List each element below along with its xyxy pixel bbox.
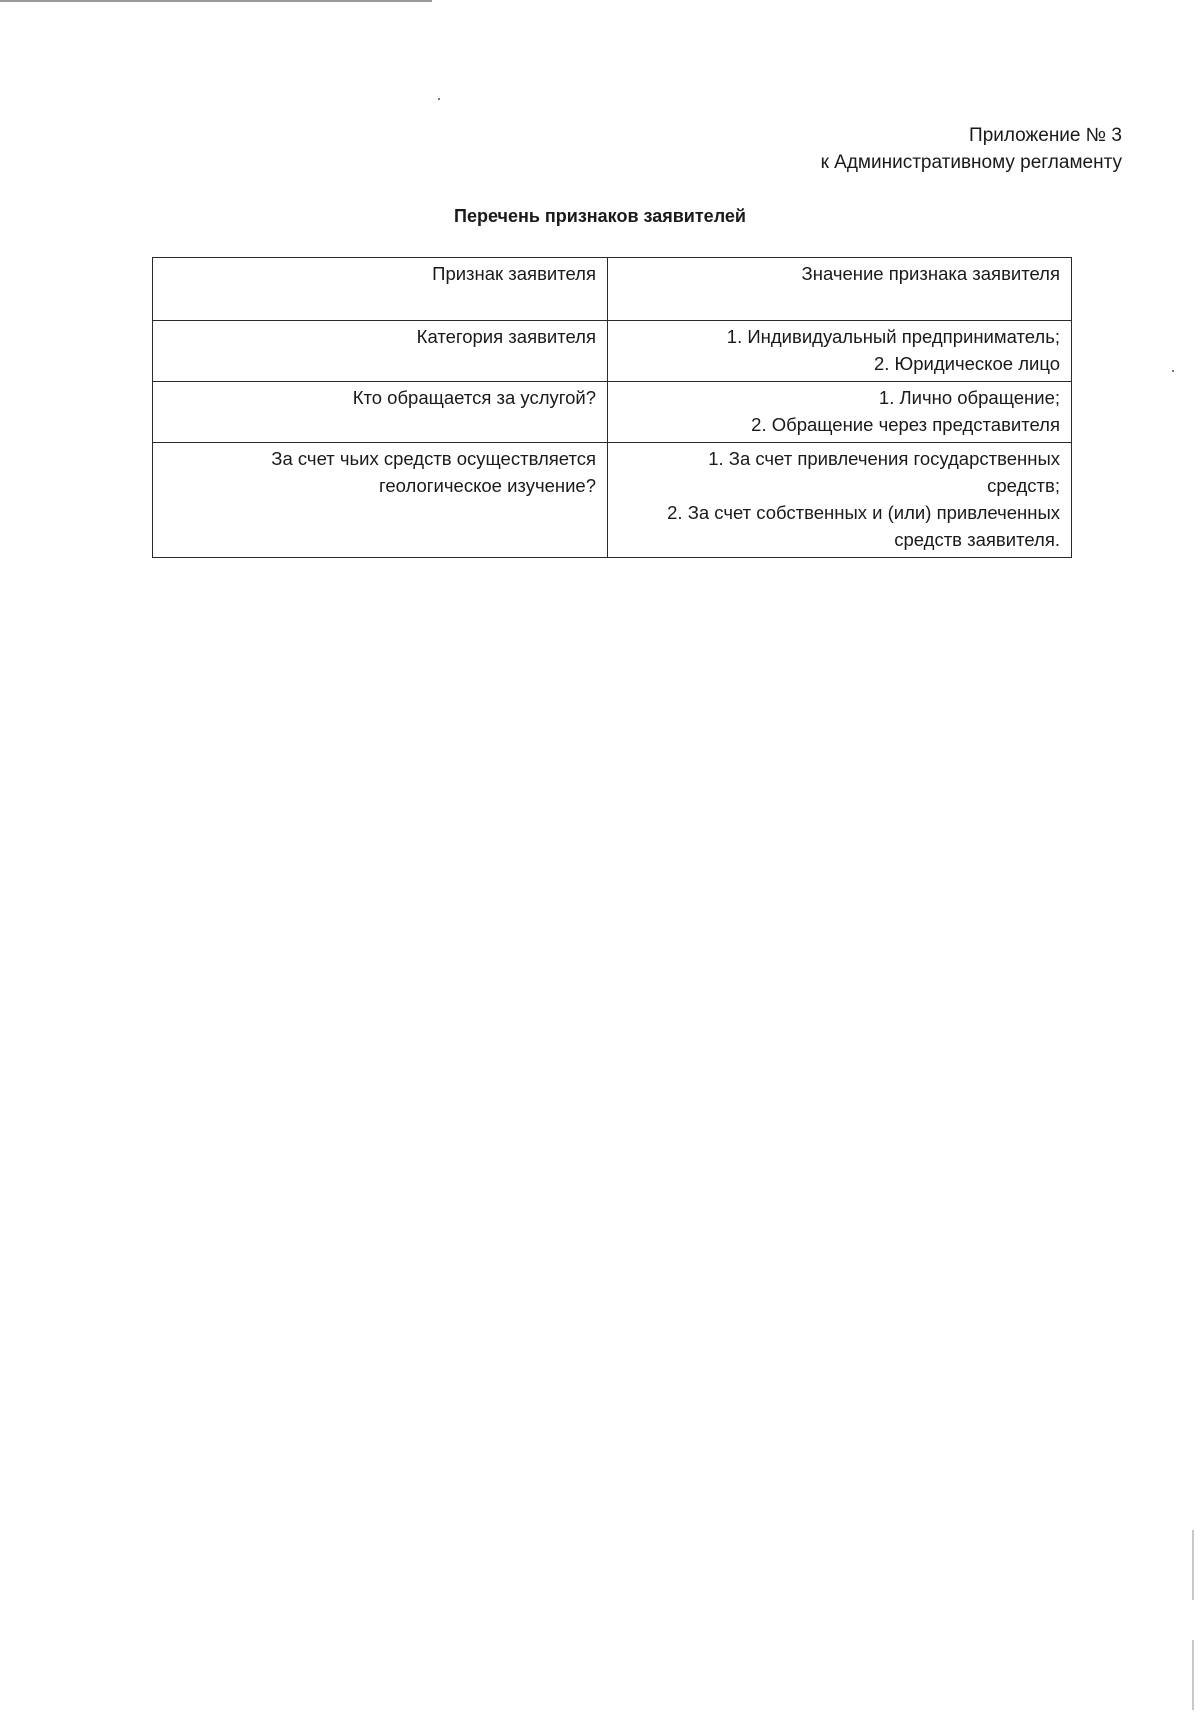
value-cell: 1. За счет привлечения государственных средств; 2. За счет собственных и (или) привлеченных средств заявителя. bbox=[608, 443, 1072, 558]
scan-artifact-line bbox=[0, 0, 432, 2]
column-header-value: Значение признака заявителя bbox=[608, 258, 1072, 321]
table-row bbox=[153, 382, 1072, 443]
table-header-row bbox=[153, 258, 1072, 321]
appendix-regulation: к Административному регламенту bbox=[820, 152, 1122, 173]
appendix-number: Приложение № 3 bbox=[969, 125, 1122, 146]
table-row bbox=[153, 443, 1072, 558]
column-header-criterion: Признак заявителя bbox=[153, 258, 608, 321]
appendix-reference bbox=[821, 122, 1122, 176]
applicant-criteria-table bbox=[152, 257, 1072, 558]
criterion-cell: Кто обращается за услугой? bbox=[153, 382, 608, 443]
scan-artifact-edge bbox=[1192, 1640, 1194, 1710]
scan-artifact-dot bbox=[1172, 370, 1174, 372]
table-row bbox=[153, 321, 1072, 382]
value-cell: 1. Индивидуальный предприниматель; 2. Юридическое лицо bbox=[608, 321, 1072, 382]
document-title: Перечень признаков заявителей bbox=[454, 206, 746, 226]
value-cell: 1. Лично обращение; 2. Обращение через представителя bbox=[608, 382, 1072, 443]
scan-artifact-dot bbox=[438, 98, 440, 100]
scan-artifact-edge bbox=[1192, 1530, 1194, 1600]
criterion-cell: За счет чьих средств осуществляется геологическое изучение? bbox=[153, 443, 608, 558]
criterion-cell: Категория заявителя bbox=[153, 321, 608, 382]
